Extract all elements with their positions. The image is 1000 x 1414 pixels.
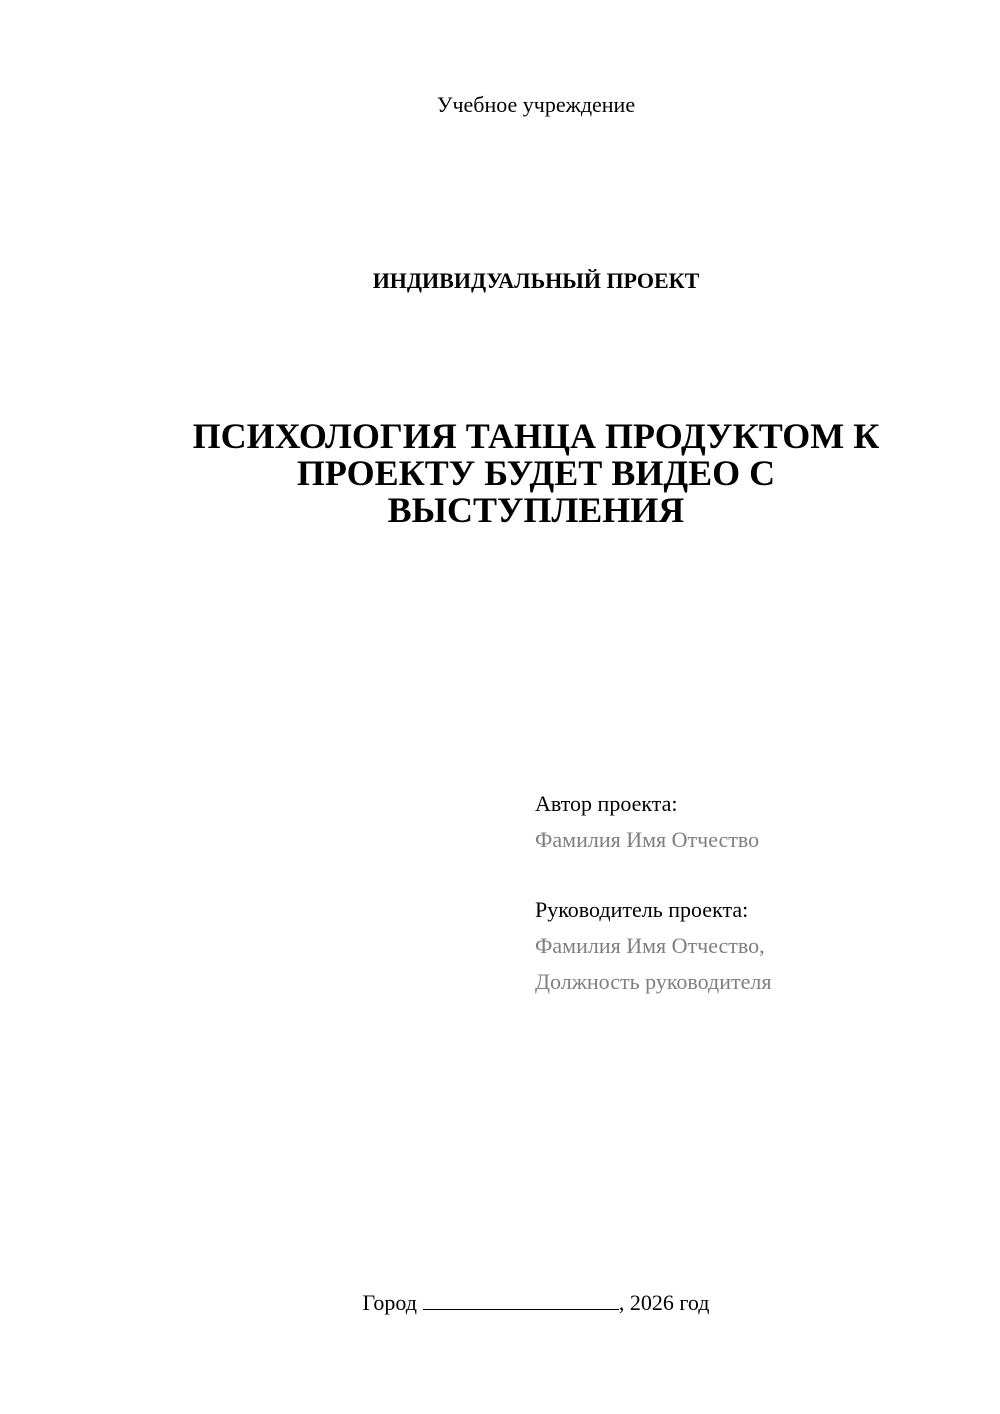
project-type-heading: ИНДИВИДУАЛЬНЫЙ ПРОЕКТ	[372, 268, 700, 293]
supervisor-label: Руководитель проекта:	[535, 897, 749, 922]
supervisor-block	[535, 892, 771, 1000]
author-name: Фамилия Имя Отчество	[535, 827, 760, 852]
project-title-line-1: ПСИХОЛОГИЯ ТАНЦА ПРОДУКТОМ К	[192, 416, 880, 456]
city-label: Город	[362, 1290, 417, 1315]
footer-city-year	[0, 1289, 1000, 1316]
supervisor-name: Фамилия Имя Отчество,	[535, 933, 765, 958]
institution-name: Учебное учреждение	[436, 92, 636, 117]
author-label: Автор проекта:	[535, 791, 678, 816]
author-block	[535, 786, 759, 858]
year-text: , 2026 год	[618, 1290, 710, 1315]
project-title-line-2: ПРОЕКТУ БУДЕТ ВИДЕО С	[296, 453, 776, 493]
project-title-line-3: ВЫСТУПЛЕНИЯ	[387, 490, 685, 530]
supervisor-position: Должность руководителя	[535, 969, 772, 994]
city-blank-line	[423, 1289, 619, 1310]
project-title	[120, 418, 952, 529]
